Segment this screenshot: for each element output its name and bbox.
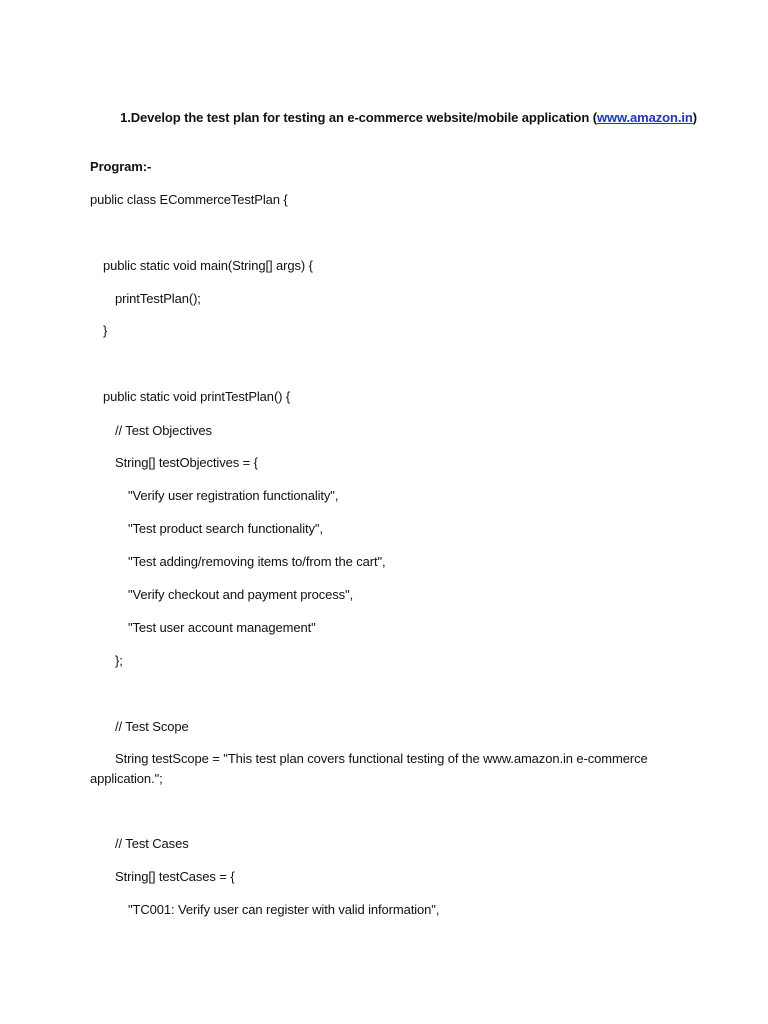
code-line: "Verify user registration functionality",: [128, 488, 339, 503]
code-line: public class ECommerceTestPlan {: [90, 192, 288, 207]
code-line: public static void printTestPlan() {: [103, 389, 291, 404]
amazon-link[interactable]: www.amazon.in: [596, 110, 693, 125]
title-text: 1.Develop the test plan for testing an e-commerce website/mobile application (: [120, 110, 597, 125]
code-line: "TC001: Verify user can register with valid information",: [128, 902, 440, 917]
code-line: application.";: [90, 771, 163, 786]
program-label: Program:-: [90, 159, 152, 174]
code-line: String testScope = "This test plan covers functional testing of the www.amazon.in e-commerce: [115, 751, 648, 766]
code-line: // Test Objectives: [115, 423, 212, 438]
code-line: "Test product search functionality",: [128, 521, 323, 536]
code-line: "Test adding/removing items to/from the cart",: [128, 554, 386, 569]
code-line: public static void main(String[] args) {: [103, 258, 313, 273]
code-line: }: [103, 323, 108, 338]
code-line: "Test user account management": [128, 620, 316, 635]
title-closing-paren: ): [692, 110, 697, 125]
code-line: "Verify checkout and payment process",: [128, 587, 354, 602]
code-line: String[] testObjectives = {: [115, 455, 258, 470]
code-line: printTestPlan();: [115, 291, 201, 306]
document-title: [106, 94, 697, 142]
code-line: String[] testCases = {: [115, 869, 235, 884]
code-line: // Test Scope: [115, 719, 189, 734]
code-line: // Test Cases: [115, 836, 189, 851]
code-line: };: [115, 653, 123, 668]
